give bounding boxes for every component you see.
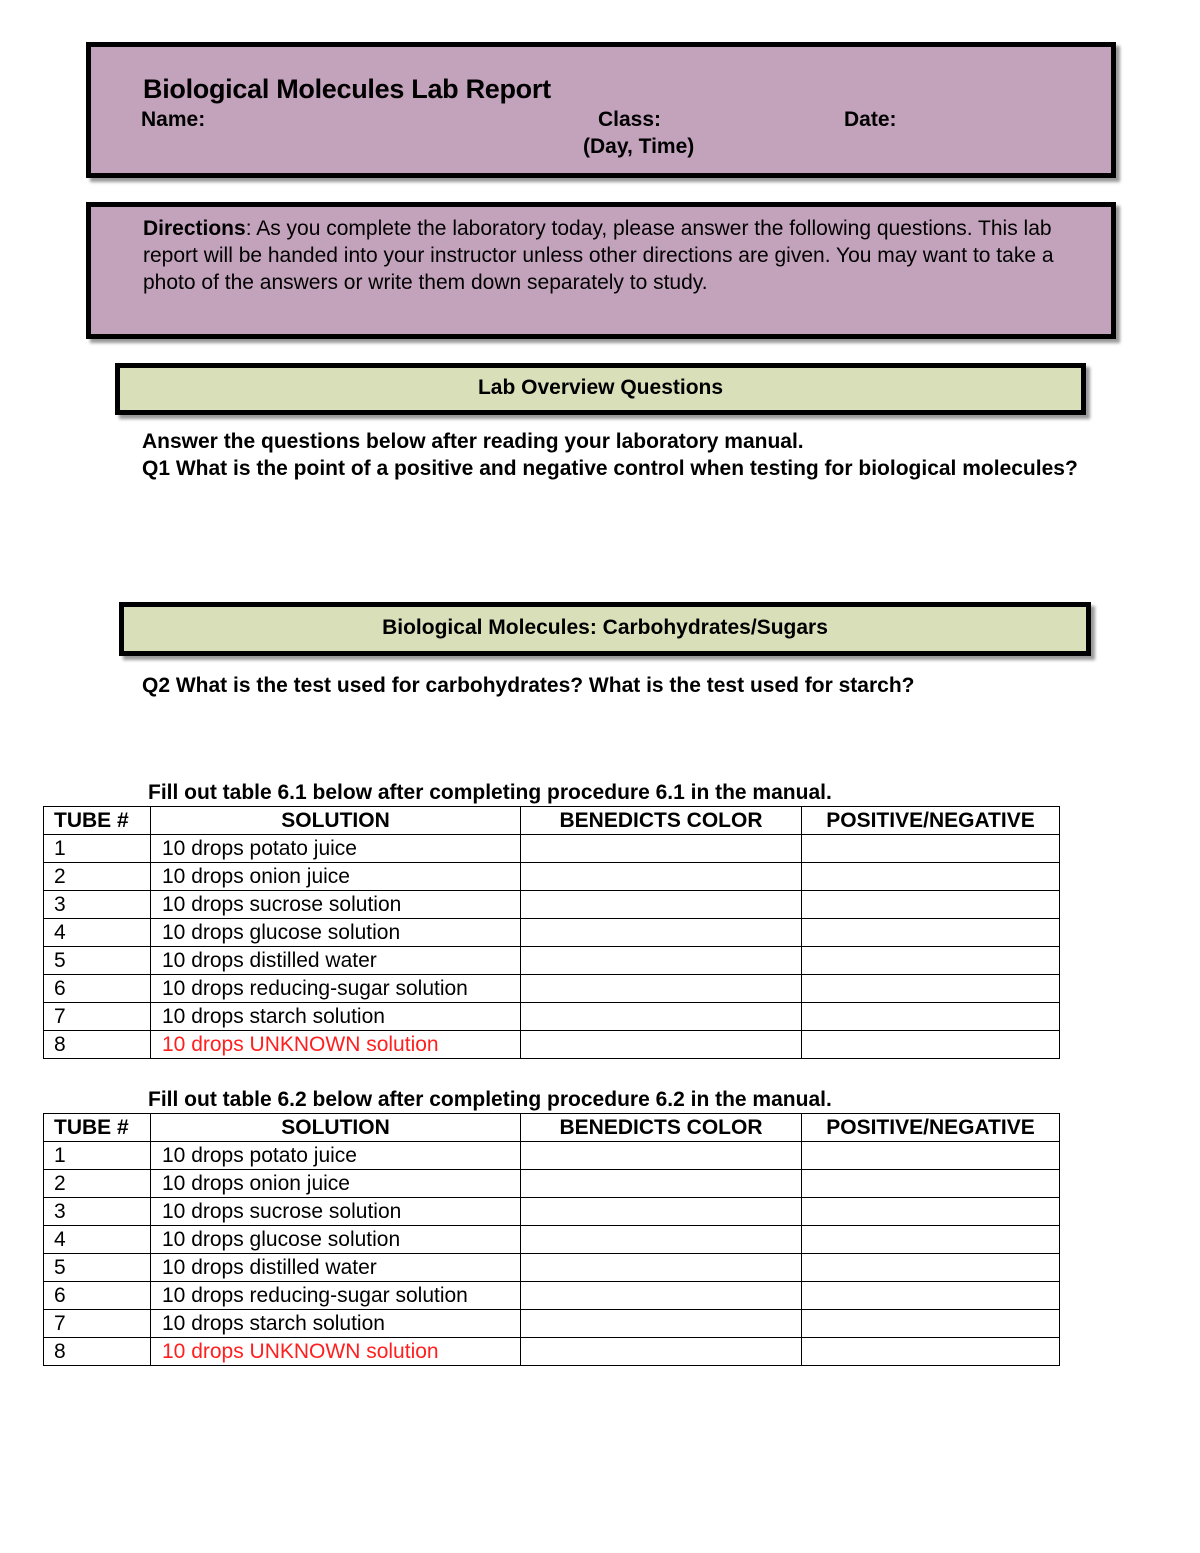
tube-number: 1 [44, 1142, 151, 1170]
positive-negative-cell[interactable] [802, 1282, 1060, 1310]
solution-cell: 10 drops potato juice [151, 835, 521, 863]
positive-negative-cell[interactable] [802, 891, 1060, 919]
table-row [44, 1254, 1060, 1282]
table-6-1 [43, 806, 1060, 1059]
table-row [44, 1338, 1060, 1366]
solution-cell: 10 drops distilled water [151, 947, 521, 975]
carbohydrates-banner: Biological Molecules: Carbohydrates/Sugars [119, 602, 1091, 656]
col-header-benedicts-color: BENEDICTS COLOR [521, 1114, 802, 1142]
solution-cell-unknown: 10 drops UNKNOWN solution [151, 1031, 521, 1059]
solution-cell: 10 drops glucose solution [151, 1226, 521, 1254]
question-1: Q1 What is the point of a positive and negative control when testing for biological molecules? [142, 457, 1078, 480]
positive-negative-cell[interactable] [802, 835, 1060, 863]
class-sub-label: (Day, Time) [583, 135, 695, 158]
report-title: Biological Molecules Lab Report [143, 74, 551, 104]
positive-negative-cell[interactable] [802, 863, 1060, 891]
tube-number: 7 [44, 1003, 151, 1031]
table-row [44, 835, 1060, 863]
benedicts-color-cell[interactable] [521, 947, 802, 975]
table-row [44, 1226, 1060, 1254]
col-header-benedicts-color: BENEDICTS COLOR [521, 807, 802, 835]
tube-number: 8 [44, 1031, 151, 1059]
overview-intro: Answer the questions below after reading your laboratory manual. [142, 430, 804, 453]
benedicts-color-cell[interactable] [521, 1226, 802, 1254]
name-label: Name: [141, 108, 206, 131]
solution-cell-unknown: 10 drops UNKNOWN solution [151, 1338, 521, 1366]
positive-negative-cell[interactable] [802, 1338, 1060, 1366]
tube-number: 4 [44, 1226, 151, 1254]
tube-number: 7 [44, 1310, 151, 1338]
col-header-positive-negative: POSITIVE/NEGATIVE [802, 807, 1060, 835]
solution-cell: 10 drops sucrose solution [151, 1198, 521, 1226]
solution-cell: 10 drops reducing-sugar solution [151, 1282, 521, 1310]
solution-cell: 10 drops reducing-sugar solution [151, 975, 521, 1003]
directions-label: Directions [143, 217, 246, 240]
benedicts-color-cell[interactable] [521, 1142, 802, 1170]
table-row [44, 1142, 1060, 1170]
benedicts-color-cell[interactable] [521, 835, 802, 863]
table-row [44, 891, 1060, 919]
solution-cell: 10 drops potato juice [151, 1142, 521, 1170]
col-header-tube: TUBE # [44, 807, 151, 835]
directions-text [143, 215, 1073, 296]
positive-negative-cell[interactable] [802, 1142, 1060, 1170]
col-header-solution: SOLUTION [151, 1114, 521, 1142]
positive-negative-cell[interactable] [802, 975, 1060, 1003]
benedicts-color-cell[interactable] [521, 1170, 802, 1198]
tube-number: 1 [44, 835, 151, 863]
positive-negative-cell[interactable] [802, 1031, 1060, 1059]
tube-number: 6 [44, 1282, 151, 1310]
table-row [44, 1198, 1060, 1226]
benedicts-color-cell[interactable] [521, 891, 802, 919]
table-6-2-caption: Fill out table 6.2 below after completing procedure 6.2 in the manual. [148, 1088, 832, 1111]
question-2: Q2 What is the test used for carbohydrates? What is the test used for starch? [142, 674, 915, 697]
solution-cell: 10 drops onion juice [151, 863, 521, 891]
positive-negative-cell[interactable] [802, 1198, 1060, 1226]
benedicts-color-cell[interactable] [521, 1338, 802, 1366]
tube-number: 5 [44, 947, 151, 975]
benedicts-color-cell[interactable] [521, 1254, 802, 1282]
col-header-positive-negative: POSITIVE/NEGATIVE [802, 1114, 1060, 1142]
report-header [86, 42, 1116, 178]
benedicts-color-cell[interactable] [521, 919, 802, 947]
positive-negative-cell[interactable] [802, 947, 1060, 975]
table-6-2 [43, 1113, 1060, 1366]
tube-number: 3 [44, 1198, 151, 1226]
tube-number: 2 [44, 1170, 151, 1198]
directions-body: : As you complete the laboratory today, please answer the following questions. This lab report will be handed into your instructor unless other directions are given. You may want to take a photo of the answers or write them down separately to study. [143, 217, 1054, 294]
benedicts-color-cell[interactable] [521, 1198, 802, 1226]
positive-negative-cell[interactable] [802, 1003, 1060, 1031]
class-label: Class: [598, 108, 662, 131]
tube-number: 5 [44, 1254, 151, 1282]
table-row [44, 1282, 1060, 1310]
table-row [44, 1003, 1060, 1031]
solution-cell: 10 drops sucrose solution [151, 891, 521, 919]
positive-negative-cell[interactable] [802, 1254, 1060, 1282]
date-label: Date: [844, 108, 897, 131]
col-header-solution: SOLUTION [151, 807, 521, 835]
table-row [44, 919, 1060, 947]
benedicts-color-cell[interactable] [521, 863, 802, 891]
solution-cell: 10 drops onion juice [151, 1170, 521, 1198]
table-row [44, 1170, 1060, 1198]
solution-cell: 10 drops starch solution [151, 1003, 521, 1031]
table-6-1-caption: Fill out table 6.1 below after completing procedure 6.1 in the manual. [148, 781, 832, 804]
benedicts-color-cell[interactable] [521, 1310, 802, 1338]
table-header-row [44, 807, 1060, 835]
col-header-tube: TUBE # [44, 1114, 151, 1142]
positive-negative-cell[interactable] [802, 1310, 1060, 1338]
tube-number: 8 [44, 1338, 151, 1366]
positive-negative-cell[interactable] [802, 1170, 1060, 1198]
solution-cell: 10 drops glucose solution [151, 919, 521, 947]
table-row [44, 947, 1060, 975]
positive-negative-cell[interactable] [802, 919, 1060, 947]
directions-box [86, 202, 1116, 339]
tube-number: 6 [44, 975, 151, 1003]
positive-negative-cell[interactable] [802, 1226, 1060, 1254]
table-row [44, 1031, 1060, 1059]
solution-cell: 10 drops distilled water [151, 1254, 521, 1282]
table-row [44, 1310, 1060, 1338]
tube-number: 3 [44, 891, 151, 919]
solution-cell: 10 drops starch solution [151, 1310, 521, 1338]
lab-overview-banner: Lab Overview Questions [115, 363, 1086, 415]
table-row [44, 975, 1060, 1003]
table-row [44, 863, 1060, 891]
benedicts-color-cell[interactable] [521, 1282, 802, 1310]
benedicts-color-cell[interactable] [521, 1003, 802, 1031]
table-header-row [44, 1114, 1060, 1142]
tube-number: 2 [44, 863, 151, 891]
tube-number: 4 [44, 919, 151, 947]
benedicts-color-cell[interactable] [521, 975, 802, 1003]
benedicts-color-cell[interactable] [521, 1031, 802, 1059]
